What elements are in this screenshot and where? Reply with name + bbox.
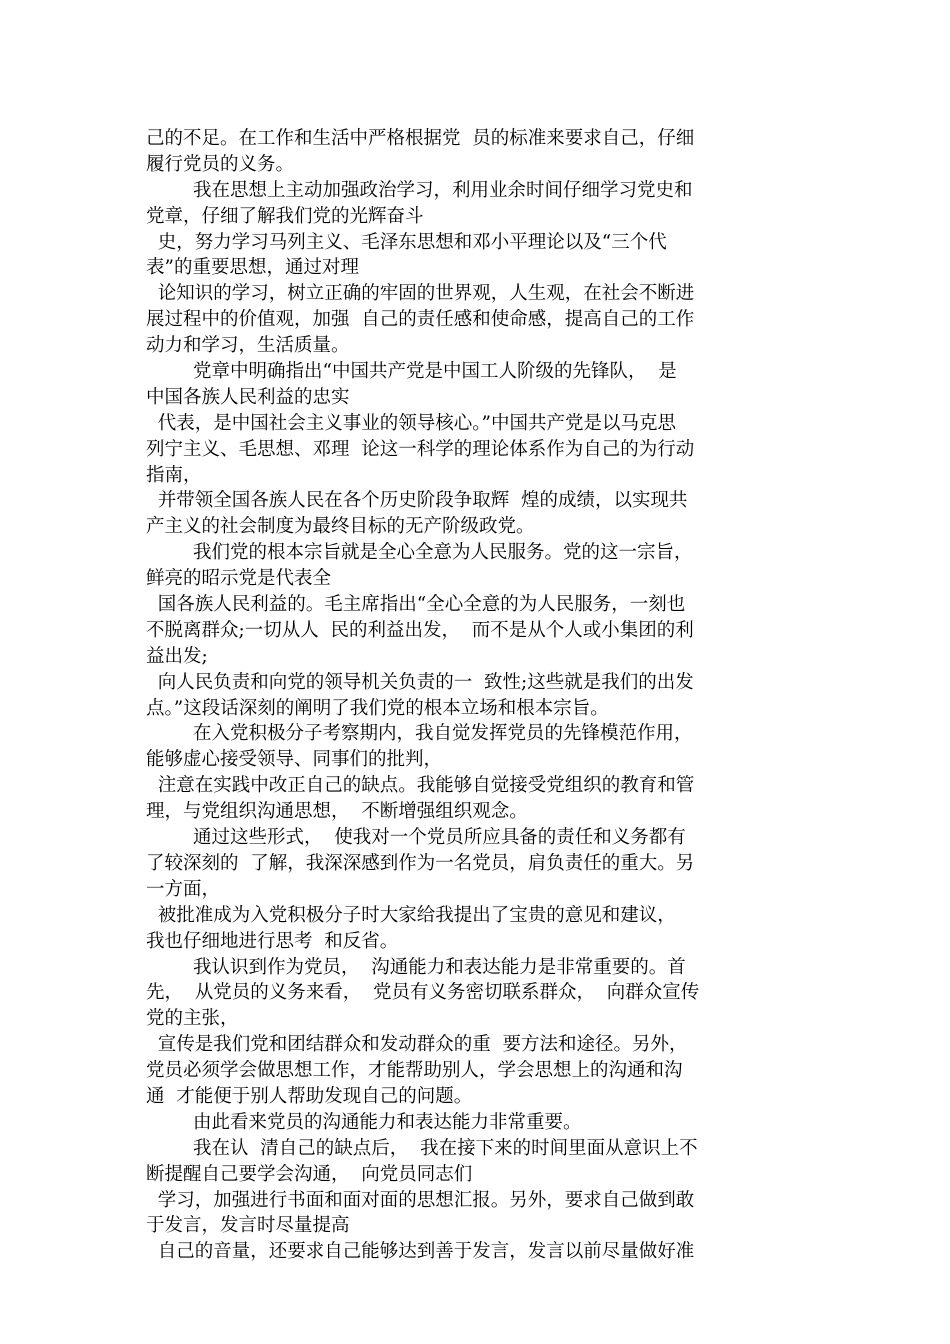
text-line: 我也仔细地进行思考 和反省。 (146, 930, 399, 952)
text-line: 指南， (146, 464, 202, 486)
text-line: 不脱离群众;一切从人 民的利益出发， 而不是从个人或小集团的利 (146, 619, 694, 641)
text-line: 能够虚心接受领导、同事们的批判， (146, 749, 443, 771)
text-line: 己的不足。在工作和生活中严格根据党 员的标准来要求自己，仔细 (146, 128, 695, 149)
text-line: 点。”这段话深刻的阐明了我们党的根本立场和根本宗旨。 (146, 697, 609, 719)
text-line: 一方面， (146, 878, 221, 900)
text-line: 注意在实践中改正自己的缺点。我能够自觉接受党组织的教育和管 (146, 775, 695, 797)
text-line: 理，与党组织沟通思想， 不断增强组织观念。 (146, 801, 528, 823)
text-line: 史，努力学习马列主义、毛泽东思想和邓小平理论以及“三个代 (146, 231, 667, 253)
text-line: 中国各族人民利益的忠实 (146, 386, 350, 408)
text-line: 党员必须学会做思想工作，才能帮助别人，学会思想上的沟通和沟 (146, 1060, 683, 1082)
text-line: 列宁主义、毛思想、邓理 论这一科学的理论体系作为自己的为行动 (146, 438, 695, 460)
text-line: 通过这些形式， 使我对一个党员所应具备的责任和义务都有 (146, 827, 686, 849)
text-line: 先， 从党员的义务来看， 党员有义务密切联系群众， 向群众宣传 (146, 982, 700, 1004)
text-line: 宣传是我们党和团结群众和发动群众的重 要方法和途径。另外， (146, 1034, 688, 1056)
text-line: 被批准成为入党积极分子时大家给我提出了宝贵的意见和建议， (146, 904, 676, 926)
text-line: 履行党员的义务。 (146, 153, 295, 175)
text-line: 党章，仔细了解我们党的光辉奋斗 (146, 205, 424, 227)
text-line: 向人民负责和向党的领导机关负责的一 致性;这些就是我们的出发 (146, 671, 694, 693)
text-line: 并带领全国各族人民在各个历史阶段争取辉 煌的成绩，以实现共 (146, 490, 688, 512)
text-line: 展过程中的价值观，加强 自己的责任感和使命感，提高自己的工作 (146, 309, 695, 331)
text-line: 在入党积极分子考察期内，我自觉发挥党员的先锋模范作用， (146, 723, 693, 745)
text-line: 论知识的学习，树立正确的牢固的世界观，人生观，在社会不断进 (146, 283, 695, 305)
text-line: 断提醒自己要学会沟通， 向党员同志们 (146, 1163, 473, 1185)
text-line: 我认识到作为党员， 沟通能力和表达能力是非常重要的。首 (146, 956, 686, 978)
text-line: 党的主张， (146, 1008, 239, 1030)
text-line: 鲜亮的昭示党是代表全 (146, 568, 332, 590)
text-line: 产主义的社会制度为最终目标的无产阶级政党。 (146, 516, 535, 538)
text-line: 代表，是中国社会主义事业的领导核心。”中国共产党是以马克思 (146, 412, 676, 434)
text-line: 国各族人民利益的。毛主席指出“全心全意的为人民服务，一刻也 (146, 594, 686, 616)
text-line: 表”的重要思想，通过对理 (146, 257, 359, 279)
text-line: 学习，加强进行书面和面对面的思想汇报。另外，要求自己做到敢 (146, 1189, 695, 1211)
text-line: 自己的音量，还要求自己能够达到善于发言，发言以前尽量做好准 (146, 1241, 695, 1263)
text-line: 通 才能便于别人帮助发现自己的问题。 (146, 1085, 473, 1107)
body-text (146, 126, 810, 1265)
text-line: 于发言，发言时尽量提高 (146, 1215, 350, 1237)
text-line: 我在思想上主动加强政治学习，利用业余时间仔细学习党史和 (146, 179, 693, 201)
text-line: 党章中明确指出“中国共产党是中国工人阶级的先锋队， 是 (146, 361, 677, 383)
text-line: 了较深刻的 了解，我深深感到作为一名党员，肩负责任的重大。另 (146, 852, 695, 874)
text-line: 我们党的根本宗旨就是全心全意为人民服务。党的这一宗旨， (146, 542, 693, 564)
text-line: 动力和学习，生活质量。 (146, 335, 350, 357)
text-line: 由此看来党员的沟通能力和表达能力非常重要。 (146, 1111, 582, 1133)
text-line: 我在认 清自己的缺点后， 我在接下来的时间里面从意识上不 (146, 1137, 698, 1159)
text-line: 益出发; (146, 645, 208, 667)
